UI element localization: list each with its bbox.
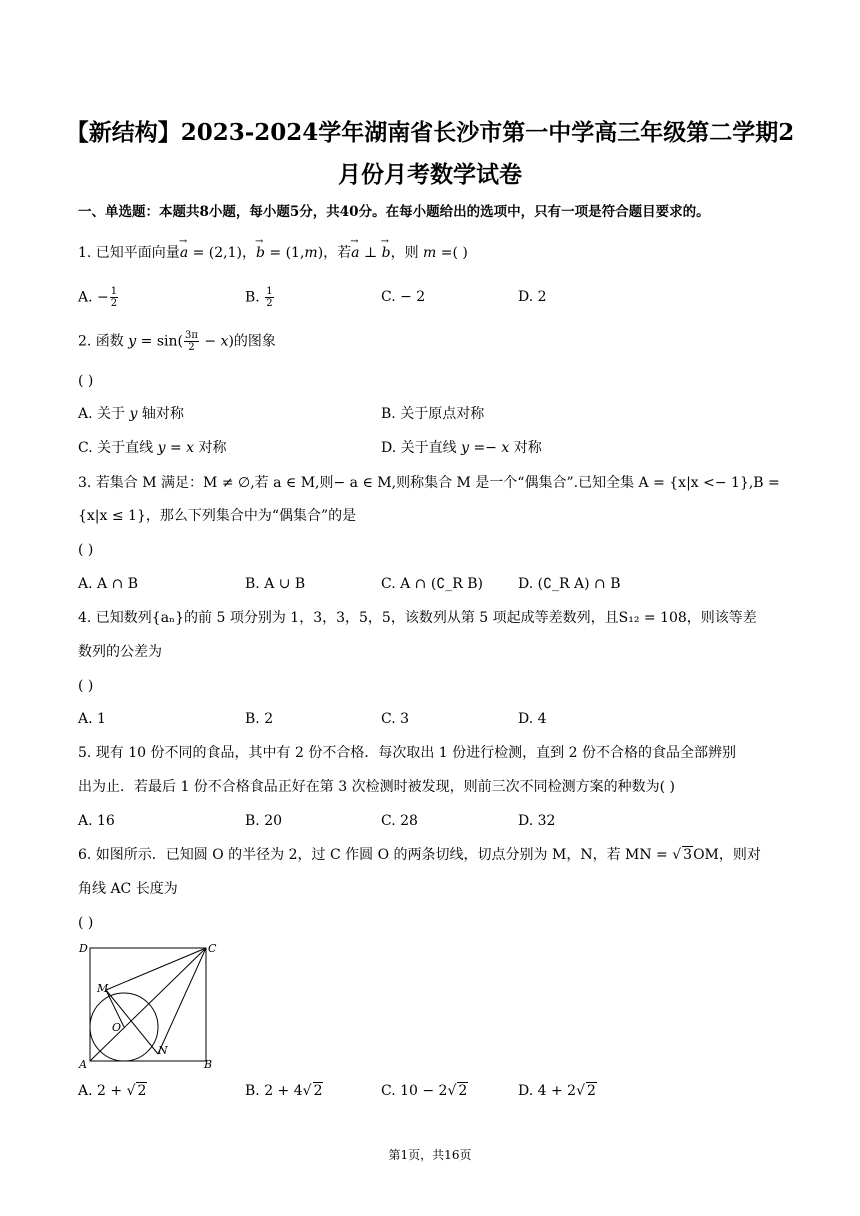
question-4-line2: 数列的公差为 — [78, 644, 162, 660]
q5-option-c: C. 28 — [381, 813, 418, 829]
geometry-figure — [74, 938, 224, 1074]
q1-option-d: D. 2 — [518, 289, 547, 305]
q4-option-c: C. 3 — [381, 711, 410, 727]
q6-blank: ( ) — [78, 915, 94, 931]
q2-option-a: A. 关于 y 轴对称 — [78, 406, 184, 422]
question-5-line2: 出为止．若最后 1 份不合格食品正好在第 3 次检测时被发现，则前三次不同检测方案的种数为( ) — [78, 779, 675, 795]
q1-option-c: C. − 2 — [381, 289, 426, 305]
question-5-line1: 5. 现有 10 份不同的食品，其中有 2 份不合格．每次取出 1 份进行检测，直到 2 份不合格的食品全部辨别 — [78, 745, 736, 761]
q2-blank: ( ) — [78, 373, 94, 389]
q6-option-b: B. 2 + 4√ 2 — [245, 1083, 323, 1099]
exam-title-line1: 【新结构】2023-2024学年湖南省长沙市第一中学高三年级第二学期2 — [65, 119, 795, 146]
q4-blank: ( ) — [78, 678, 94, 694]
q4-option-b: B. 2 — [245, 711, 274, 727]
q1-option-b: B. $\frac{1}{2}$ — [245, 286, 273, 309]
tangent-cn — [158, 948, 206, 1054]
q6-option-d: D. 4 + 2√ 2 — [518, 1083, 596, 1099]
section-heading: 一、单选题：本题共8小题，每小题5分，共40分。在每小题给出的选项中，只有一项是符合题目要求的。 — [78, 204, 710, 220]
q4-option-a: A. 1 — [78, 711, 106, 727]
q2-option-d: D. 关于直线 y =− x 对称 — [381, 440, 542, 456]
q3-blank: ( ) — [78, 542, 94, 558]
label-b: B — [204, 1058, 213, 1071]
question-4-line1: 4. 已知数列{aₙ}的前 5 项分别为 1，3，3，5，5，该数列从第 5 项起成等差数列，且S₁₂ = 108，则该等差 — [78, 610, 757, 626]
question-3-line1: 3. 若集合 M 满足：M ≠ ∅,若 a ∈ M,则− a ∈ M,则称集合 M 是一个“偶集合”.已知全集 A = {x|x <− 1},B = — [78, 475, 780, 491]
q5-option-d: D. 32 — [518, 813, 556, 829]
q6-option-a: A. 2 + √ 2 — [78, 1083, 147, 1099]
label-a: A — [79, 1058, 87, 1071]
question-1: 1. 已知平面向量→ a = (2,1)，→ b = (1,m)，若→ a ⊥ → b，则 m =( ) — [78, 242, 468, 264]
label-m: M — [97, 982, 109, 995]
question-3-line2: {x|x ≤ 1}，那么下列集合中为“偶集合”的是 — [78, 508, 357, 524]
label-c: C — [208, 942, 217, 955]
page-footer: 第1页，共16页 — [388, 1148, 472, 1162]
question-6-line1: 6. 如图所示．已知圆 O 的半径为 2，过 C 作圆 O 的两条切线，切点分别为 M，N，若 MN = √ 3OM，则对 — [78, 847, 761, 863]
q6-option-c: C. 10 − 2√ 2 — [381, 1083, 468, 1099]
q1-option-a: A. − $\frac{1}{2}$ — [78, 286, 118, 309]
q2-option-b: B. 关于原点对称 — [381, 406, 485, 422]
q5-option-b: B. 20 — [245, 813, 283, 829]
label-o: O — [112, 1021, 122, 1034]
question-6-line2: 角线 AC 长度为 — [78, 881, 178, 897]
exam-title-line2: 月份月考数学试卷 — [338, 161, 522, 188]
q3-option-b: B. A ∪ B — [245, 576, 306, 592]
q3-option-a: A. A ∩ B — [78, 576, 139, 592]
q4-option-d: D. 4 — [518, 711, 547, 727]
label-n: N — [158, 1044, 168, 1057]
q3-option-d: D. (∁_R A) ∩ B — [518, 576, 621, 592]
tangent-cm — [106, 948, 206, 990]
question-2: 2. 函数 y = sin( $\frac{3\pi}{2}$ − x)的图象 — [78, 330, 276, 353]
diagonal-ac — [90, 948, 206, 1061]
q2-option-c: C. 关于直线 y = x 对称 — [78, 440, 227, 456]
label-d: D — [79, 942, 88, 955]
q3-option-c: C. A ∩ (∁_R B) — [381, 576, 483, 592]
q5-option-a: A. 16 — [78, 813, 115, 829]
